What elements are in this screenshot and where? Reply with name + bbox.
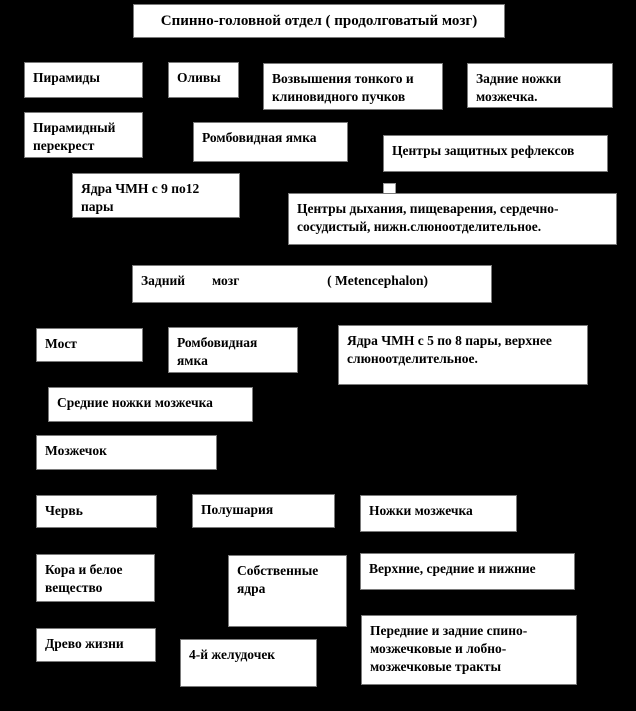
box-olivy-label: Оливы: [177, 70, 221, 85]
box-title-medulla-label: Спинно-головной отдел ( продолговатый мозг): [160, 12, 478, 29]
box-drevo-zhizni: [36, 628, 156, 662]
box-olivy: [168, 62, 239, 98]
box-most-label: Мост: [45, 336, 77, 351]
box-polushariya-label: Полушария: [201, 502, 274, 517]
box-piramidnyj-perekrest-label: Пирамидный перекрест: [33, 120, 119, 154]
box-srednie-nozhki-mozzhechka-label: Средние ножки мозжечка: [57, 395, 213, 410]
box-rombovidnaya-yamka-2: [168, 327, 298, 373]
box-piramidnyj-perekrest: [24, 112, 143, 158]
box-title-metencephalon: [132, 265, 492, 303]
box-spino-mozzhechkovye-trakty-label: Передние и задние спино-мозжечковые и лобно-мозжечковые тракты: [370, 623, 528, 675]
box-mozzhechok-label: Мозжечок: [45, 443, 107, 458]
box-srednie-nozhki-mozzhechka: [48, 387, 253, 422]
box-4j-zheludochek-label: 4-й желудочек: [189, 647, 276, 662]
box-title-medulla: [133, 4, 505, 38]
box-yadra-chmn-9-12: [72, 173, 240, 218]
box-yadra-chmn-5-8: [338, 325, 588, 385]
box-rombovidnaya-yamka-1: [193, 122, 348, 162]
box-vozvysheniya-puchkov-label: Возвышения тонкого и клиновидного пучков: [272, 71, 418, 105]
box-sobstvennye-yadra-label: Собственные ядра: [237, 563, 322, 597]
box-zadnie-nozhki-mozzhechka-label: Задние ножки мозжечка.: [476, 71, 565, 105]
box-cherv: [36, 495, 157, 528]
box-mozzhechok: [36, 435, 217, 470]
box-yadra-chmn-9-12-label: Ядра ЧМН с 9 по12 пары: [81, 181, 203, 215]
box-verhnie-srednie-nizhnie: [360, 553, 575, 590]
box-rombovidnaya-yamka-1-label: Ромбовидная ямка: [202, 130, 317, 145]
box-centry-zashchitnyh-refleksov: [383, 135, 608, 172]
box-sobstvennye-yadra: [228, 555, 347, 627]
box-vozvysheniya-puchkov: [263, 63, 443, 110]
box-nozhki-mozzhechka-label: Ножки мозжечка: [369, 503, 473, 518]
box-polushariya: [192, 494, 335, 528]
box-drevo-zhizni-label: Древо жизни: [45, 636, 124, 651]
box-centry-dyhaniya: [288, 193, 617, 245]
box-yadra-chmn-5-8-label: Ядра ЧМН с 5 по 8 пары, верхнее слюноотделительное.: [347, 333, 556, 367]
box-kora-i-beloe-veshchestvo: [36, 554, 155, 602]
box-kora-i-beloe-veshchestvo-label: Кора и белое вещество: [45, 562, 126, 596]
box-spino-mozzhechkovye-trakty: [361, 615, 577, 685]
box-centry-zashchitnyh-refleksov-label: Центры защитных рефлексов: [392, 143, 575, 158]
box-piramidy-label: Пирамиды: [33, 70, 100, 85]
box-piramidy: [24, 62, 143, 98]
box-rombovidnaya-yamka-2-label: Ромбовидная ямка: [177, 335, 261, 369]
box-nozhki-mozzhechka: [360, 495, 517, 532]
box-most: [36, 328, 143, 362]
box-cherv-label: Червь: [45, 503, 83, 518]
box-4j-zheludochek: [180, 639, 317, 687]
box-zadnie-nozhki-mozzhechka: [467, 63, 613, 108]
box-verhnie-srednie-nizhnie-label: Верхние, средние и нижние: [369, 561, 536, 576]
box-title-metencephalon-label: Задний мозг ( Metencephalon): [141, 273, 428, 288]
box-centry-dyhaniya-label: Центры дыхания, пищеварения, сердечно-сосудистый, нижн.слюноотделительное.: [297, 201, 559, 235]
